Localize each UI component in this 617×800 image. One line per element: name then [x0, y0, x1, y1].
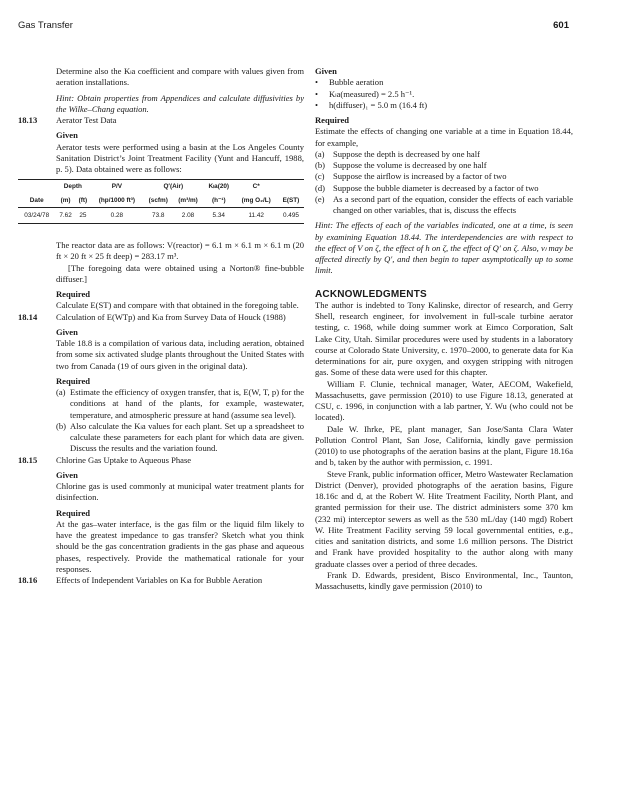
paragraph: Chlorine gas is used commonly at municipal water treatment plants for disinfection.: [56, 481, 304, 503]
list-item: • Kₗa(measured) = 2.5 h⁻¹.: [315, 88, 415, 99]
paragraph: Frank D. Edwards, president, Bisco Environmental, Inc., Taunton, Massachusetts, kindly gave permission (2010) to: [315, 569, 573, 591]
paragraph: Estimate the effects of changing one variable at a time in Equation 18.44, for example,: [315, 126, 573, 148]
bullet-icon: •: [315, 88, 318, 99]
list-item: (a) Estimate the efficiency of oxygen transfer, that is, E(W, T, p) for the conditions at hand of the plants, for example, wastewater, temperature, and atmospheric pressure at hand (assume sea level).: [56, 387, 304, 420]
table-header: Depth: [55, 180, 90, 194]
section-heading: ACKNOWLEDGMENTS: [315, 288, 427, 300]
left-column: [18, 66, 304, 586]
paragraph: Calculate E(ST) and compare with that obtained in the foregoing table.: [56, 300, 299, 311]
problem-18-14: [18, 312, 304, 323]
table-header: (hp/1000 ft³): [90, 194, 143, 208]
paragraph: Dale W. Ihrke, PE, plant manager, San Jose/Santa Clara Water Pollution Control Plant, San Jose, California, kindly gave permission (2010) to use photographs of the aeration basins at the plant, Figure 18.16a and b, taken by the author with permission, c. 1991.: [315, 423, 573, 468]
problem-title: Chlorine Gas Uptake to Aqueous Phase: [56, 454, 192, 465]
subheading: Required: [315, 115, 350, 125]
list-item: (d) Suppose the bubble diameter is decreased by a factor of two: [315, 182, 539, 193]
list-item: (a) Suppose the depth is decreased by one half: [315, 148, 480, 159]
table-header: (m³/m): [173, 194, 203, 208]
list-item: (c) Suppose the airflow is increased by a factor of two: [315, 171, 507, 182]
table-cell: 0.28: [90, 207, 143, 223]
subheading: Given: [56, 469, 78, 480]
page-number: 601: [553, 20, 569, 31]
paragraph: Table 18.8 is a compilation of various data, including aeration, obtained from some six activated sludge plants throughout the United States with two from Canada (19 of ours given in the original data).: [56, 338, 304, 371]
table-cell: 0.495: [278, 207, 304, 223]
table-header: (ft): [76, 194, 91, 208]
table-header: Q′(Air): [144, 180, 204, 194]
problem-number: 18.16: [18, 575, 38, 585]
problem-title: Calculation of E(WTp) and Kₗa from Survey Data of Houck (1988): [56, 311, 286, 322]
problem-number: 18.14: [18, 311, 38, 322]
paragraph: William F. Clunie, technical manager, Water, AECOM, Wakefield, Massachusetts, gave permission (2010) to use Figure 18.13, generated at CSU, c. 1996, in conjunction with a lab partner, Y. Wu (who could not be located).: [315, 378, 573, 423]
problem-number: 18.13: [18, 115, 38, 125]
subheading: Required: [56, 375, 91, 386]
hint: Hint: The effects of each of the variables indicated, one at a time, is seen by examining Equation 18.44. The interdependencies are with respect to the effect of V on ζ, the effect of h on ζ, the effect of Q′ on ζ. Also, vₗ may be affected directly by Q′, and then begin to taper asymptotically up to some limit.: [315, 220, 573, 276]
bullet-icon: •: [315, 77, 318, 88]
table-cell: 73.8: [144, 207, 174, 223]
table-cell: 5.34: [203, 207, 235, 223]
problem-title: Aerator Test Data: [56, 115, 117, 125]
paragraph: Aerator tests were performed using a basin at the Los Angeles County Sanitation District’s Joint Treatment Facility (Yunt and Hancuff, 1988, p. 5). Data obtained were as follows:: [56, 141, 304, 174]
list-item: • Bubble aeration: [315, 77, 384, 88]
paragraph: Determine also the Kₗa coefficient and compare with values given from aeration installations.: [56, 66, 304, 88]
table-header: P/V: [90, 180, 143, 194]
table-cell: 7.62: [55, 207, 75, 223]
table-header: (h⁻¹): [203, 194, 235, 208]
table-row: [18, 207, 304, 223]
table-header: (scfm): [144, 194, 174, 208]
paragraph: [The foregoing data were obtained using a Norton® fine-bubble diffuser.]: [56, 262, 304, 284]
problem-18-16: [18, 575, 304, 586]
table-header: C*: [235, 180, 278, 194]
subheading: Given: [56, 130, 78, 141]
table-header: Date: [18, 194, 55, 208]
paragraph: The author is indebted to Tony Kalinske, director of research, and Gerry Shell, research engineer, for involvement in full-scale turbine aerator testing, c. 1968, while doing summer work at Eimco Corporation, Salt Lake City, Utah. Similar procedures were used by students in a laboratory course at Colorado State University, c. 1970–2000, to generate data for Kₗa determinations for air, pure oxygen, and oxygen stripping with nitrogen gas. Some of these data were used for this chapter.: [315, 299, 573, 378]
subheading: Required: [56, 289, 91, 299]
table-header: [278, 180, 304, 194]
list-item: • h(diffuser)₁ = 5.0 m (16.4 ft): [315, 99, 428, 110]
problem-title: Effects of Independent Variables on Kₗa for Bubble Aeration: [56, 575, 263, 585]
bullet-icon: •: [315, 99, 318, 110]
problem-18-15: [18, 455, 304, 466]
table-cell: 11.42: [235, 207, 278, 223]
list-item: (e) As a second part of the equation, consider the effects of each variable changed on other variables, that is, discuss the effects: [315, 193, 573, 215]
paragraph: Steve Frank, public information officer, Metro Wastewater Reclamation District (Denver), provided photographs of the aeration basins, Figure 18.16c and d, at the Robert W. Hite Treatment Facility, North Plant, and granted permission for their use. The district administers some 370 km (232 mi) interceptor sewers as well as the 530 mL/day (140 mgd) Robert W. Hite Treatment Facility serving 59 local governmental entities, e.g., cities and sanitation districts, and some 1.6 million persons. The District and Frank have provided hospitality to the author along with many graduate classes over a period of three decades.: [315, 468, 573, 569]
table-cell: 25: [76, 207, 91, 223]
list-item: (b) Also calculate the Kₗa values for each plant. Set up a spreadsheet to calculate these parameters for each plant for which data are given. Discuss the results and the variation found.: [56, 420, 304, 454]
hint: Hint: Obtain properties from Appendices and calculate diffusivities by the Wilke–Chang equation.: [56, 92, 304, 114]
aerator-data-table: [18, 179, 304, 224]
table-header: E(ST): [278, 194, 304, 208]
problem-18-13: [18, 115, 304, 126]
running-head: Gas Transfer: [18, 20, 73, 31]
table-cell: 2.08: [173, 207, 203, 223]
table-header: [18, 180, 55, 194]
paragraph: At the gas–water interface, is the gas film or the liquid film likely to have the greatest impedance to gas transfer? Sketch what you think should be the gas concentration gradients in the gas phase and aqueous phases, respectively. Provide the mathematical rationale for your responses.: [56, 518, 304, 574]
table-header: (mg O₂/L): [235, 194, 278, 208]
subheading: Given: [315, 66, 337, 76]
table-header: Kₗa(20): [203, 180, 235, 194]
right-column: [315, 66, 573, 592]
problem-number: 18.15: [18, 454, 38, 465]
subheading: Required: [56, 507, 91, 518]
subheading: Given: [56, 326, 78, 337]
list-item: (b) Suppose the volume is decreased by one half: [315, 160, 487, 170]
table-cell: 03/24/78: [18, 207, 55, 223]
table-header: (m): [55, 194, 75, 208]
paragraph: The reactor data are as follows: V(reactor) = 6.1 m × 6.1 m × 6.1 m (20 ft × 20 ft × 25 ft deep) = 283.17 m³.: [56, 240, 304, 262]
